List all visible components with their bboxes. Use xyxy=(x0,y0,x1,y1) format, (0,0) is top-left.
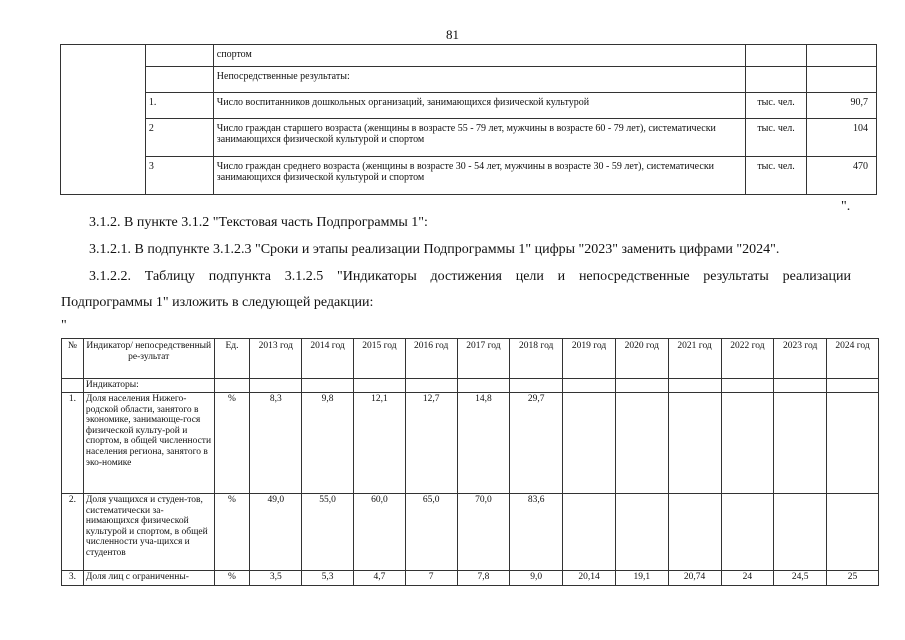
cell-value: 29,7 xyxy=(510,393,563,494)
row-unit: % xyxy=(214,571,250,586)
paragraph-3-1-2-2-cont: Подпрограммы 1" изложить в следующей редакции: xyxy=(61,295,374,310)
row-text: Непосредственные результаты: xyxy=(213,67,745,93)
table-row xyxy=(61,119,877,157)
cell-value: 14,8 xyxy=(457,393,510,494)
row-num: 3. xyxy=(62,571,84,586)
header-year: 2018 год xyxy=(510,339,563,379)
row-unit: тыс. чел. xyxy=(746,119,807,157)
row-value xyxy=(807,67,877,93)
indicators-table xyxy=(61,338,879,586)
cell-value: 20,14 xyxy=(563,571,616,586)
cell-value: 24 xyxy=(721,571,774,586)
cell-value xyxy=(827,494,879,571)
cell-value xyxy=(668,393,721,494)
cell-value xyxy=(615,393,668,494)
header-year: 2021 год xyxy=(668,339,721,379)
table-row xyxy=(62,393,879,494)
row-num: 2. xyxy=(62,494,84,571)
header-year: 2013 год xyxy=(250,339,302,379)
cell-value: 20,74 xyxy=(668,571,721,586)
cell-value: 4,7 xyxy=(353,571,405,586)
section-label: Индикаторы: xyxy=(83,379,214,393)
paragraph-3-1-2-2: 3.1.2.2. Таблицу подпункта 3.1.2.5 "Индикаторы достижения цели и непосредственные результаты реализации xyxy=(89,269,851,284)
row-num: 1. xyxy=(145,93,213,119)
cell-value: 5,3 xyxy=(302,571,354,586)
page-number: 81 xyxy=(446,27,459,42)
cell-value xyxy=(827,393,879,494)
table-row xyxy=(61,157,877,195)
cell-value: 8,3 xyxy=(250,393,302,494)
header-year: 2020 год xyxy=(615,339,668,379)
header-year: 2022 год xyxy=(721,339,774,379)
row-num: 1. xyxy=(62,393,84,494)
cell-value xyxy=(774,393,827,494)
paragraph-3-1-2-1: 3.1.2.1. В подпункте 3.1.2.3 "Сроки и этапы реализации Подпрограммы 1" цифры "2023" заменить цифрами "2024". xyxy=(89,242,780,257)
row-num: 3 xyxy=(145,157,213,195)
paragraph-3-1-2: 3.1.2. В пункте 3.1.2 "Текстовая часть Подпрограммы 1": xyxy=(89,215,428,230)
row-text: Число воспитанников дошкольных организаций, занимающихся физической культурой xyxy=(213,93,745,119)
row-unit: тыс. чел. xyxy=(746,157,807,195)
row-name: Доля лиц с ограниченны- xyxy=(83,571,214,586)
closing-quote: ". xyxy=(841,199,851,214)
row-text: Число граждан среднего возраста (женщины в возрасте 30 - 54 лет, мужчины в возрасте 30 - 59 лет), систематически занимающихся физической культурой и спортом xyxy=(213,157,745,195)
row-name: Доля учащихся и студен-тов, систематически за-нимающихся физической культурой и спортом, в общей численности уча-щихся и студентов xyxy=(83,494,214,571)
cell-value xyxy=(721,494,774,571)
table-row xyxy=(62,494,879,571)
merged-cell xyxy=(61,45,146,195)
row-text: Число граждан старшего возраста (женщины в возрасте 55 - 79 лет, мужчины в возрасте 60 - 79 лет), систематически занимающихся физической культурой и спортом xyxy=(213,119,745,157)
cell-value: 7,8 xyxy=(457,571,510,586)
cell-value: 83,6 xyxy=(510,494,563,571)
header-year: 2017 год xyxy=(457,339,510,379)
row-name: Доля населения Нижего-родской области, занятого в экономике, занимающе-гося физической культу-рой и спортом, в общей численности населения региона, занятого в эко-номике xyxy=(83,393,214,494)
cell-value: 60,0 xyxy=(353,494,405,571)
header-year: 2023 год xyxy=(774,339,827,379)
cell-value xyxy=(615,494,668,571)
table-row xyxy=(61,93,877,119)
cell-value: 19,1 xyxy=(615,571,668,586)
header-row xyxy=(62,339,879,379)
cell-value: 55,0 xyxy=(302,494,354,571)
cell-value: 9,0 xyxy=(510,571,563,586)
row-num xyxy=(145,67,213,93)
row-unit xyxy=(746,67,807,93)
row-unit: % xyxy=(214,393,250,494)
cell-value: 70,0 xyxy=(457,494,510,571)
section-row xyxy=(62,379,879,393)
row-unit xyxy=(746,45,807,67)
row-unit: % xyxy=(214,494,250,571)
header-year: 2019 год xyxy=(563,339,616,379)
header-year: 2024 год xyxy=(827,339,879,379)
row-num: 2 xyxy=(145,119,213,157)
table-row xyxy=(62,571,879,586)
row-value: 90,7 xyxy=(807,93,877,119)
header-year: 2014 год xyxy=(302,339,354,379)
cell-value xyxy=(563,393,616,494)
row-value xyxy=(807,45,877,67)
cell-value: 9,8 xyxy=(302,393,354,494)
row-value: 104 xyxy=(807,119,877,157)
cell-value: 24,5 xyxy=(774,571,827,586)
header-indicator: Индикатор/ непосредственный ре-зультат xyxy=(83,339,214,379)
row-num xyxy=(145,45,213,67)
cell-value: 25 xyxy=(827,571,879,586)
cell-value: 12,7 xyxy=(405,393,457,494)
table-row xyxy=(61,45,877,67)
cell-value: 12,1 xyxy=(353,393,405,494)
cell-value: 49,0 xyxy=(250,494,302,571)
cell-value xyxy=(774,494,827,571)
table-row xyxy=(61,67,877,93)
cell-value: 65,0 xyxy=(405,494,457,571)
results-table xyxy=(60,44,877,195)
row-unit: тыс. чел. xyxy=(746,93,807,119)
header-year: 2016 год xyxy=(405,339,457,379)
header-unit: Ед. xyxy=(214,339,250,379)
row-text: спортом xyxy=(213,45,745,67)
cell-value xyxy=(563,494,616,571)
header-num: № xyxy=(62,339,84,379)
cell-value: 3,5 xyxy=(250,571,302,586)
header-year: 2015 год xyxy=(353,339,405,379)
open-quote: " xyxy=(61,318,67,333)
row-value: 470 xyxy=(807,157,877,195)
cell-value: 7 xyxy=(405,571,457,586)
cell-value xyxy=(668,494,721,571)
cell-value xyxy=(721,393,774,494)
